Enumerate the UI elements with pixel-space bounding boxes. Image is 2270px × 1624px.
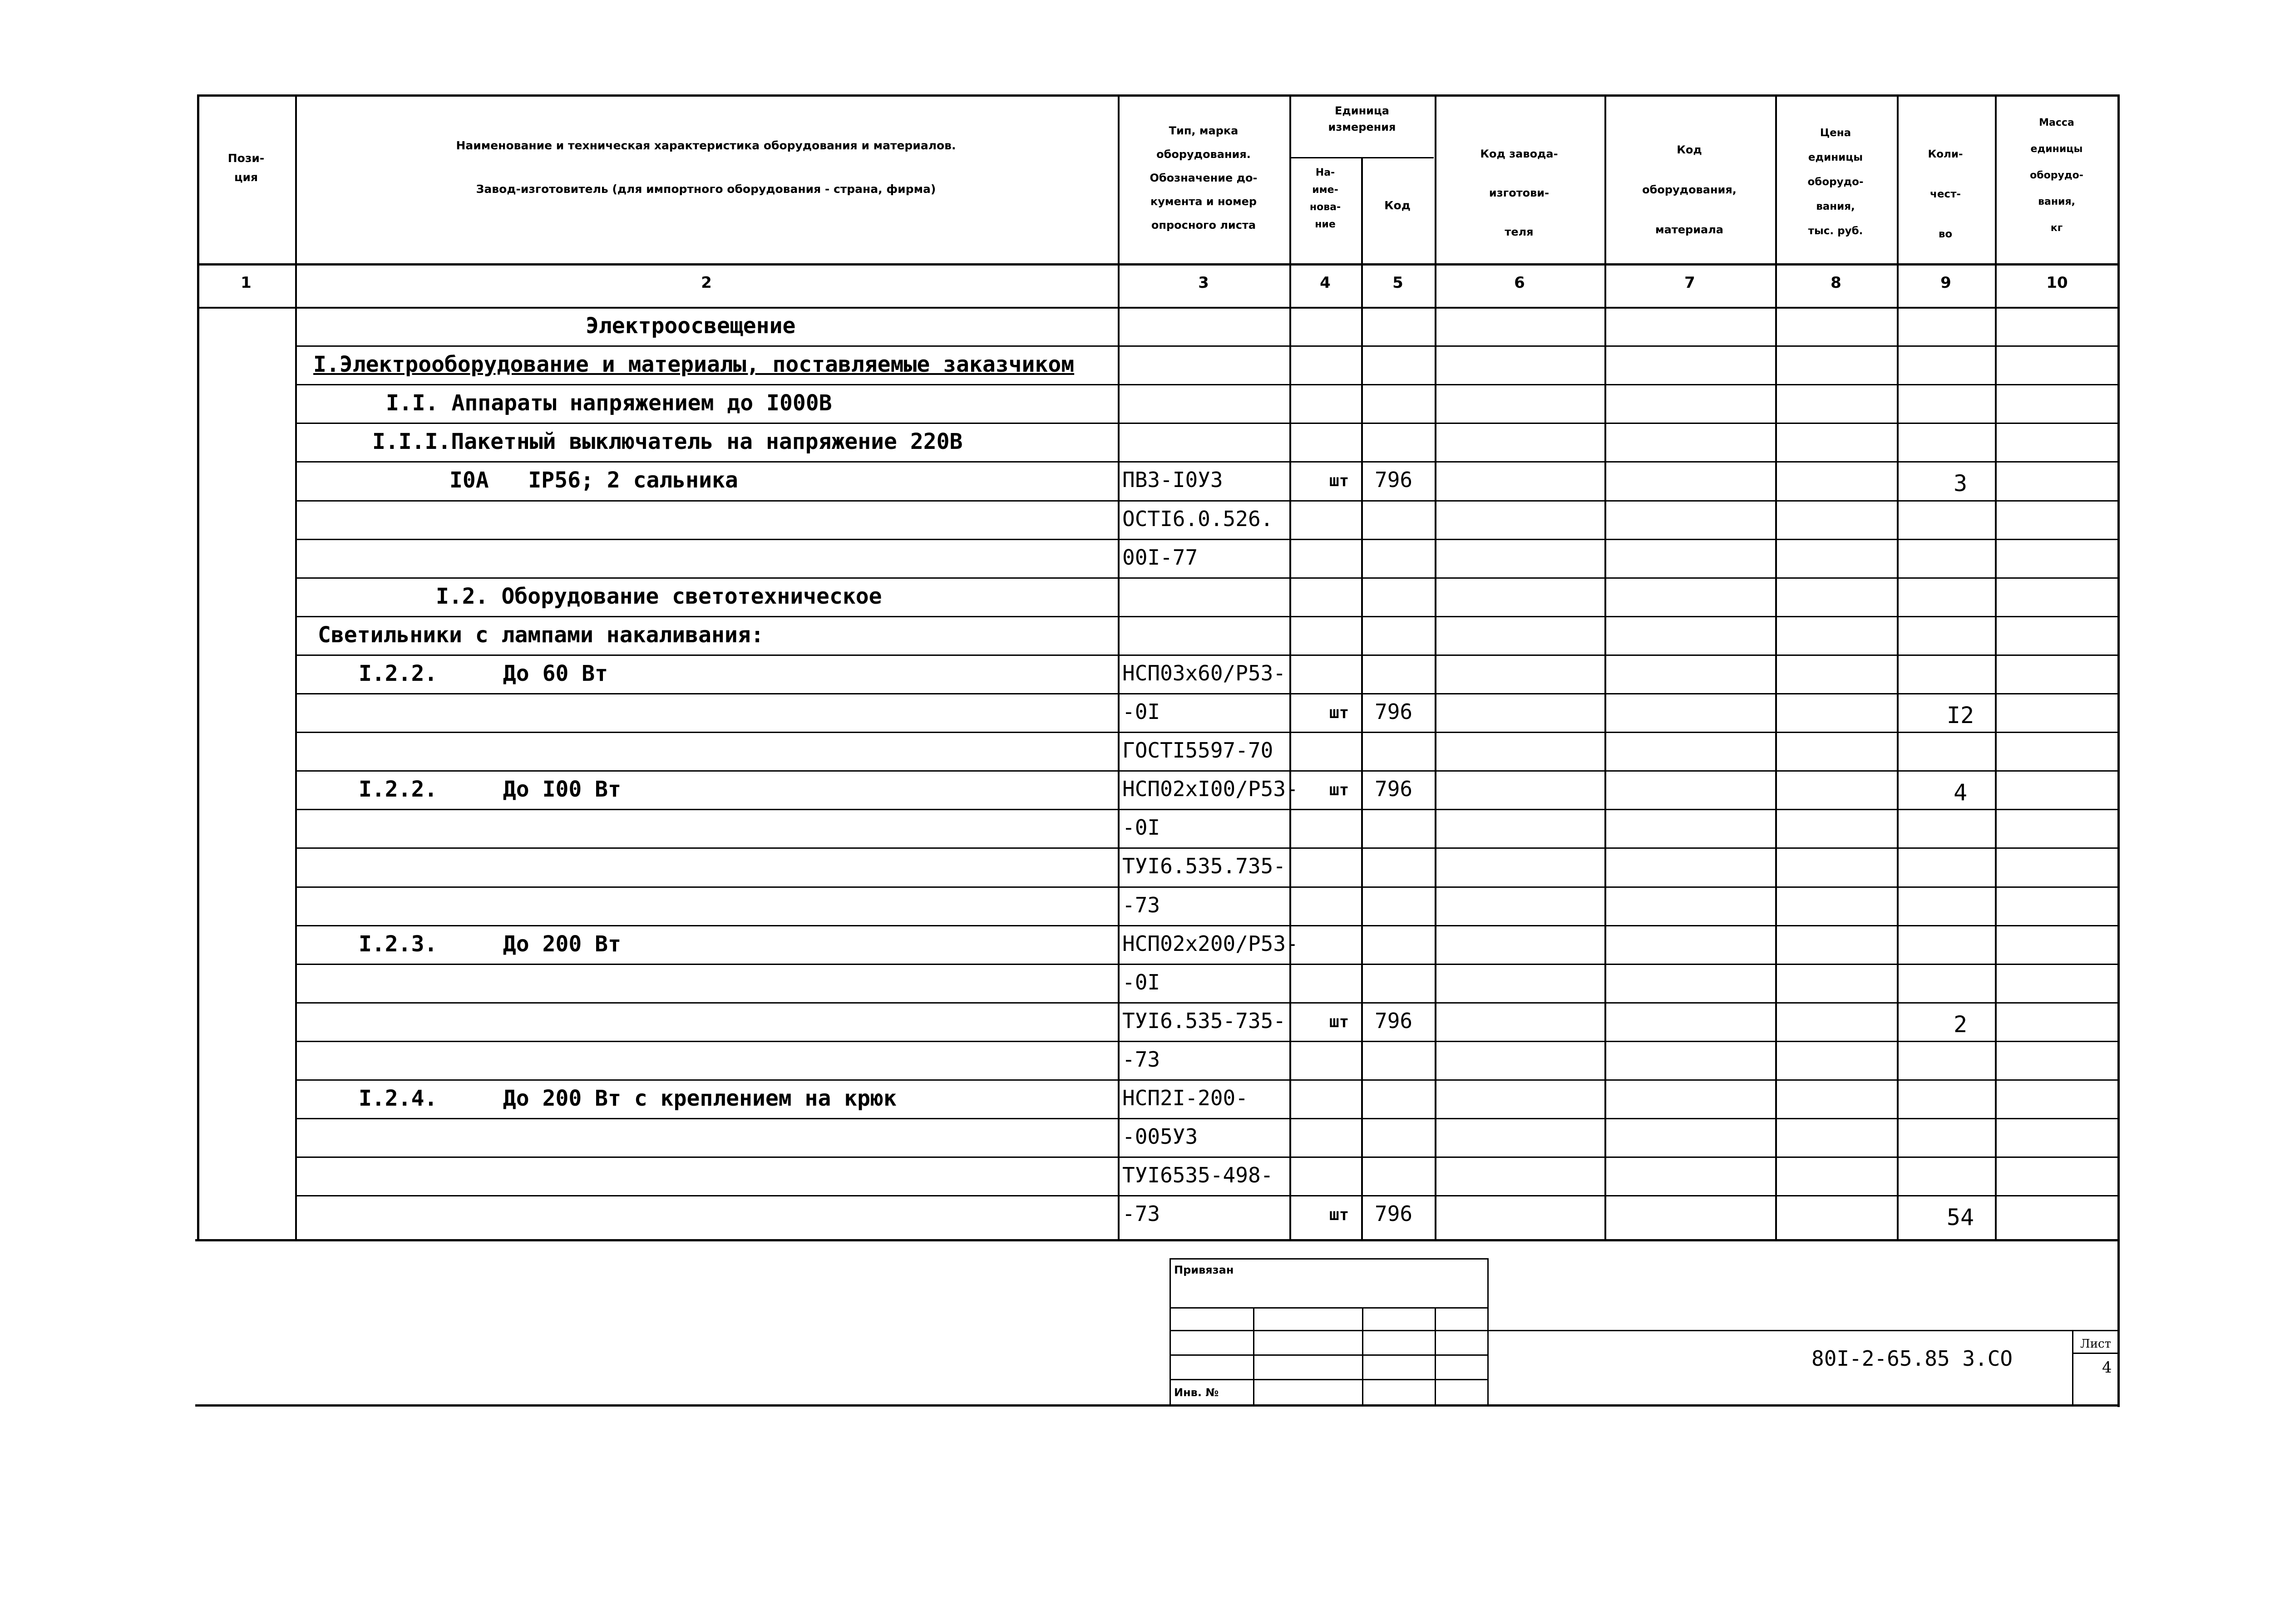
column-number-5: 5	[1392, 274, 1403, 292]
stamp-rule	[1170, 1258, 1487, 1260]
row-rule	[295, 616, 2119, 617]
header-unit-name: На- име- нова- ние	[1309, 167, 1341, 230]
stamp-rule	[1362, 1307, 1363, 1404]
row-type-designation: -005У3	[1122, 1124, 1198, 1149]
row-name: I.2.3. До 200 Вт	[359, 931, 621, 957]
row-quantity: 2	[1953, 1011, 1968, 1038]
row-type-designation: ОСТI6.0.526.	[1122, 507, 1273, 531]
column-divider	[1118, 94, 1120, 1239]
row-type-designation: -73	[1122, 893, 1160, 917]
row-quantity: I2	[1946, 702, 1974, 728]
row-type-designation: НСП02хI00/Р53-	[1122, 777, 1298, 801]
row-unit-name: шт	[1329, 704, 1349, 722]
column-divider	[1775, 94, 1777, 1239]
column-divider	[295, 94, 297, 1239]
header-position: Пози- ция	[227, 152, 265, 184]
row-unit-code: 796	[1375, 468, 1413, 492]
row-name: I.2.2. До I00 Вт	[359, 777, 621, 802]
row-rule	[295, 423, 2119, 424]
header-quantity: Коли- чест- во	[1928, 148, 1963, 240]
table-bottom-rule	[195, 1239, 2119, 1241]
row-rule	[295, 1156, 2119, 1158]
row-quantity: 54	[1946, 1204, 1974, 1230]
stamp-rule	[1435, 1307, 1436, 1404]
row-type-designation: -0I	[1122, 815, 1160, 840]
row-type-designation: -0I	[1122, 699, 1160, 724]
row-type-designation: НСП03х60/Р53-	[1122, 661, 1286, 685]
sheet-bottom-rule	[195, 1404, 2119, 1407]
header-rule	[197, 263, 2119, 266]
stamp-rule	[2072, 1330, 2073, 1404]
row-rule	[295, 770, 2119, 772]
row-unit-name: шт	[1329, 1013, 1349, 1031]
row-name: I.2.4. До 200 Вт с креплением на крюк	[359, 1086, 897, 1111]
stamp-rule	[1487, 1258, 1489, 1406]
row-rule	[295, 500, 2119, 502]
row-rule	[295, 886, 2119, 888]
row-name: I0A IP56; 2 сальника	[449, 468, 738, 493]
header-equipment-code: Код оборудования, материала	[1642, 143, 1737, 236]
header-mass: Масса единицы оборудо- вания, кг	[2030, 117, 2083, 234]
row-type-designation: ПВЗ-I0У3	[1122, 468, 1223, 492]
row-rule	[295, 577, 2119, 579]
row-rule	[295, 925, 2119, 926]
row-unit-name: шт	[1329, 472, 1349, 490]
row-type-designation: НСП02х200/Р53-	[1122, 931, 1298, 956]
row-type-designation: -0I	[1122, 970, 1160, 994]
stamp-rule	[1170, 1379, 1487, 1380]
row-name: I.Электрооборудование и материалы, поставляемые заказчиком	[313, 352, 1075, 377]
column-number-4: 4	[1320, 274, 1331, 292]
row-unit-name: шт	[1329, 1206, 1349, 1224]
row-type-designation: ТУI6.535.735-	[1122, 854, 1286, 878]
row-rule	[295, 847, 2119, 849]
row-rule	[295, 384, 2119, 385]
column-divider	[1995, 94, 1997, 1239]
row-name: I.2. Оборудование светотехническое	[436, 584, 882, 609]
column-divider	[1604, 94, 1606, 1239]
row-rule	[295, 1002, 2119, 1004]
stamp-rule	[1170, 1354, 1487, 1356]
row-name: I.I.I.Пакетный выключатель на напряжение 220В	[372, 429, 963, 454]
header-name-line1: Наименование и техническая характеристика оборудования и материалов.	[456, 139, 956, 152]
row-type-designation: 00I-77	[1122, 545, 1198, 570]
row-rule	[295, 1041, 2119, 1042]
stamp-rule	[1170, 1258, 1171, 1406]
header-type: Тип, марка оборудования. Обозначение до- кумента и номер опросного листа	[1150, 124, 1258, 231]
row-name: I.2.2. До 60 Вт	[359, 661, 608, 686]
row-rule	[295, 1195, 2119, 1196]
header-unit-code: Код	[1384, 199, 1411, 212]
numrow-rule	[197, 307, 2119, 309]
row-name: I.I. Аппараты напряжением до I000В	[386, 390, 832, 416]
row-type-designation: ТУI6535-498-	[1122, 1163, 1273, 1187]
row-type-designation: ТУI6.535-735-	[1122, 1009, 1286, 1033]
column-number-7: 7	[1684, 274, 1695, 292]
header-unit-group: Единица измерения	[1328, 104, 1396, 133]
column-divider	[1289, 94, 1291, 1239]
column-number-10: 10	[2046, 274, 2068, 292]
stamp-rule	[1170, 1330, 1487, 1331]
stamp-sheet-number: 4	[2102, 1358, 2112, 1377]
stamp-rule	[1253, 1307, 1254, 1404]
row-rule	[295, 693, 2119, 694]
stamp-privyazan: Привязан	[1174, 1264, 1234, 1276]
stamp-rule	[1487, 1330, 2119, 1331]
row-rule	[295, 809, 2119, 810]
frame-right	[2117, 94, 2120, 1407]
column-number-3: 3	[1198, 274, 1209, 292]
row-unit-code: 796	[1375, 1009, 1413, 1033]
frame-left	[197, 94, 199, 1239]
row-rule	[295, 539, 2119, 540]
row-unit-code: 796	[1375, 699, 1413, 724]
row-quantity: 4	[1953, 779, 1968, 806]
header-price: Цена единицы оборудо- вания, тыс. руб.	[1807, 127, 1864, 237]
header-factory-code: Код завода- изготови- теля	[1480, 148, 1558, 238]
row-quantity: 3	[1953, 470, 1968, 497]
row-unit-name: шт	[1329, 781, 1349, 799]
column-divider	[1435, 94, 1436, 1239]
row-unit-code: 796	[1375, 777, 1413, 801]
row-type-designation: -73	[1122, 1201, 1160, 1226]
row-name: Электроосвещение	[586, 313, 796, 339]
header-name-line2: Завод-изготовитель (для импортного оборудования - страна, фирма)	[476, 182, 936, 196]
column-number-8: 8	[1831, 274, 1841, 292]
frame-top	[197, 94, 2119, 97]
row-type-designation: ГОСТI5597-70	[1122, 738, 1273, 763]
stamp-rule	[1170, 1307, 1487, 1309]
stamp-rule	[2072, 1353, 2119, 1354]
row-rule	[295, 655, 2119, 656]
column-number-1: 1	[241, 274, 252, 292]
row-name: Светильники с лампами накаливания:	[318, 622, 764, 648]
column-divider	[1361, 157, 1363, 1239]
row-type-designation: НСП2I-200-	[1122, 1086, 1248, 1110]
column-number-2: 2	[701, 274, 712, 292]
row-unit-code: 796	[1375, 1201, 1413, 1226]
row-rule	[295, 345, 2119, 347]
stamp-document-code: 80I-2-65.85 З.СО	[1811, 1346, 2013, 1371]
stamp-inv-no: Инв. №	[1174, 1386, 1219, 1399]
column-number-6: 6	[1514, 274, 1525, 292]
row-type-designation: -73	[1122, 1047, 1160, 1072]
stamp-sheet-label: Лист	[2080, 1337, 2111, 1351]
column-divider	[1897, 94, 1899, 1239]
row-rule	[295, 461, 2119, 463]
row-rule	[295, 964, 2119, 965]
row-rule	[295, 1079, 2119, 1081]
column-number-9: 9	[1940, 274, 1951, 292]
row-rule	[295, 1118, 2119, 1119]
row-rule	[295, 732, 2119, 733]
